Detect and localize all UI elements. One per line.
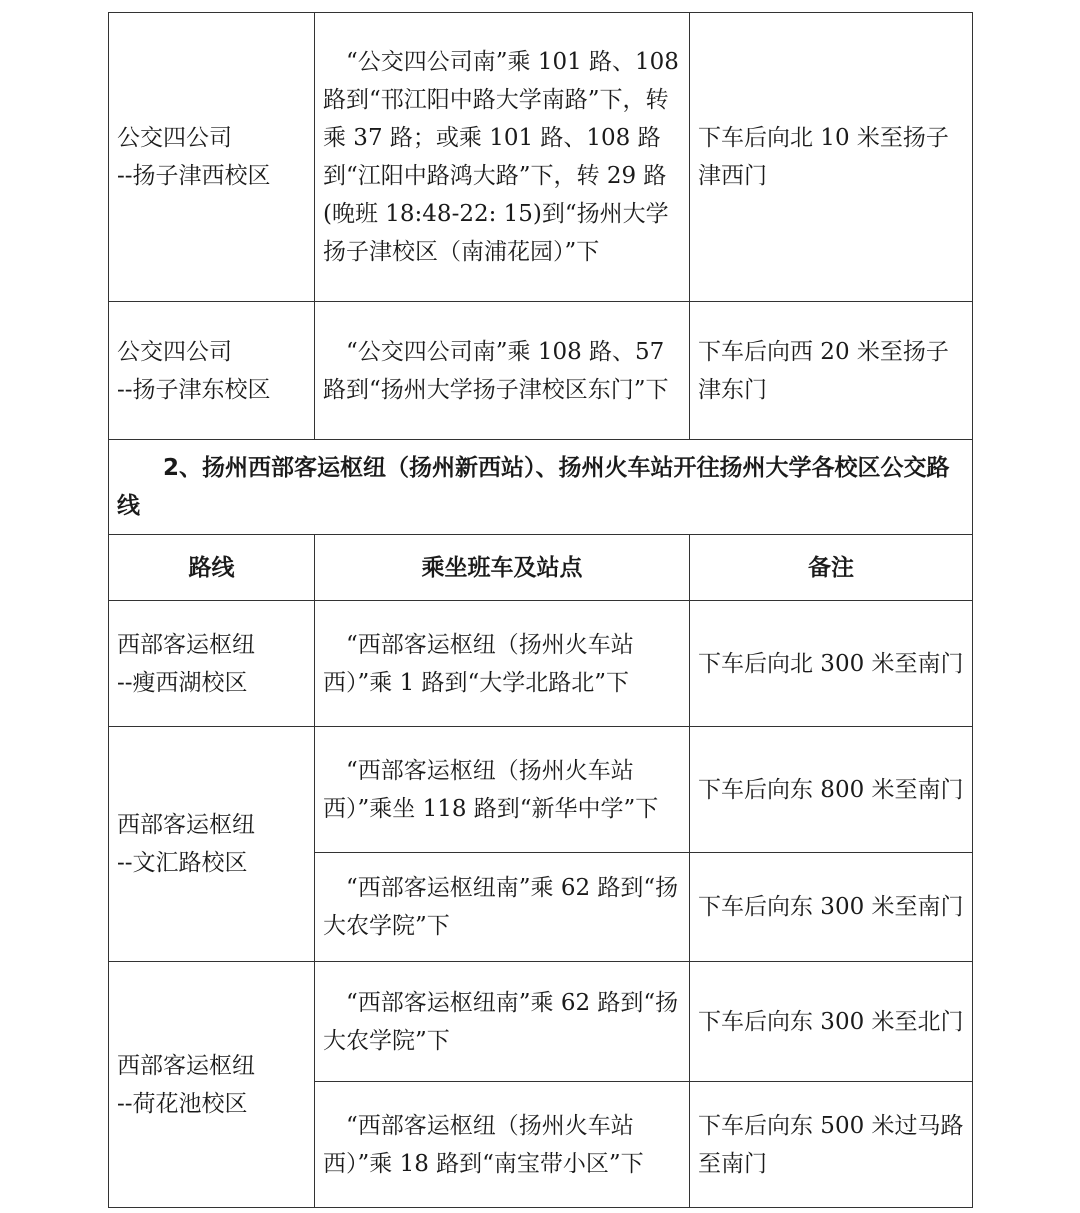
- route-cell: [109, 962, 315, 1208]
- route-destination: --瘦西湖校区: [117, 669, 248, 696]
- route-cell: [109, 13, 315, 302]
- table-row: [109, 302, 973, 440]
- note-cell: 下车后向东 500 米过马路至南门: [690, 1082, 973, 1208]
- note-cell: 下车后向东 300 米至南门: [690, 853, 973, 962]
- section-heading: 2、扬州西部客运枢纽（扬州新西站）、扬州火车站开往扬州大学各校区公交路线: [109, 440, 973, 535]
- section-heading-row: [109, 440, 973, 535]
- note-cell: 下车后向西 20 米至扬子津东门: [690, 302, 973, 440]
- ride-cell: “公交四公司南”乘 108 路、57 路到“扬州大学扬子津校区东门”下: [315, 302, 690, 440]
- note-cell: 下车后向东 300 米至北门: [690, 962, 973, 1082]
- table-row: [109, 962, 973, 1082]
- ride-cell: “西部客运枢纽南”乘 62 路到“扬大农学院”下: [315, 853, 690, 962]
- note-cell: 下车后向北 10 米至扬子津西门: [690, 13, 973, 302]
- column-header-route: 路线: [109, 535, 315, 601]
- route-origin: 西部客运枢纽: [117, 1052, 255, 1079]
- note-cell: 下车后向北 300 米至南门: [690, 601, 973, 727]
- route-cell: [109, 302, 315, 440]
- note-cell: 下车后向东 800 米至南门: [690, 727, 973, 853]
- ride-cell: “西部客运枢纽（扬州火车站西）”乘 18 路到“南宝带小区”下: [315, 1082, 690, 1208]
- route-origin: 公交四公司: [117, 125, 232, 151]
- ride-cell: “公交四公司南”乘 101 路、108 路到“邗江阳中路大学南路”下，转乘 37 路；或乘 101 路、108 路到“江阳中路鸿大路”下，转 29 路 (晚班 18:48-22: 15)到“扬州大学扬子津校区（南浦花园）”下: [315, 13, 690, 302]
- ride-cell: “西部客运枢纽（扬州火车站西）”乘 1 路到“大学北路北”下: [315, 601, 690, 727]
- route-origin: 西部客运枢纽: [117, 812, 255, 838]
- route-destination: --荷花池校区: [117, 1090, 248, 1117]
- table-row: [109, 727, 973, 853]
- route-origin: 公交四公司: [117, 338, 232, 365]
- bus-route-table: [108, 12, 973, 1208]
- route-destination: --扬子津西校区: [117, 163, 271, 189]
- column-header-note: 备注: [690, 535, 973, 601]
- route-destination: --文汇路校区: [117, 850, 248, 876]
- route-destination: --扬子津东校区: [117, 376, 271, 403]
- column-header-ride: 乘坐班车及站点: [315, 535, 690, 601]
- ride-cell: “西部客运枢纽（扬州火车站西）”乘坐 118 路到“新华中学”下: [315, 727, 690, 853]
- route-cell: [109, 601, 315, 727]
- table-row: [109, 601, 973, 727]
- column-header-row: [109, 535, 973, 601]
- route-cell: [109, 727, 315, 962]
- table-row: [109, 13, 973, 302]
- route-origin: 西部客运枢纽: [117, 631, 255, 658]
- ride-cell: “西部客运枢纽南”乘 62 路到“扬大农学院”下: [315, 962, 690, 1082]
